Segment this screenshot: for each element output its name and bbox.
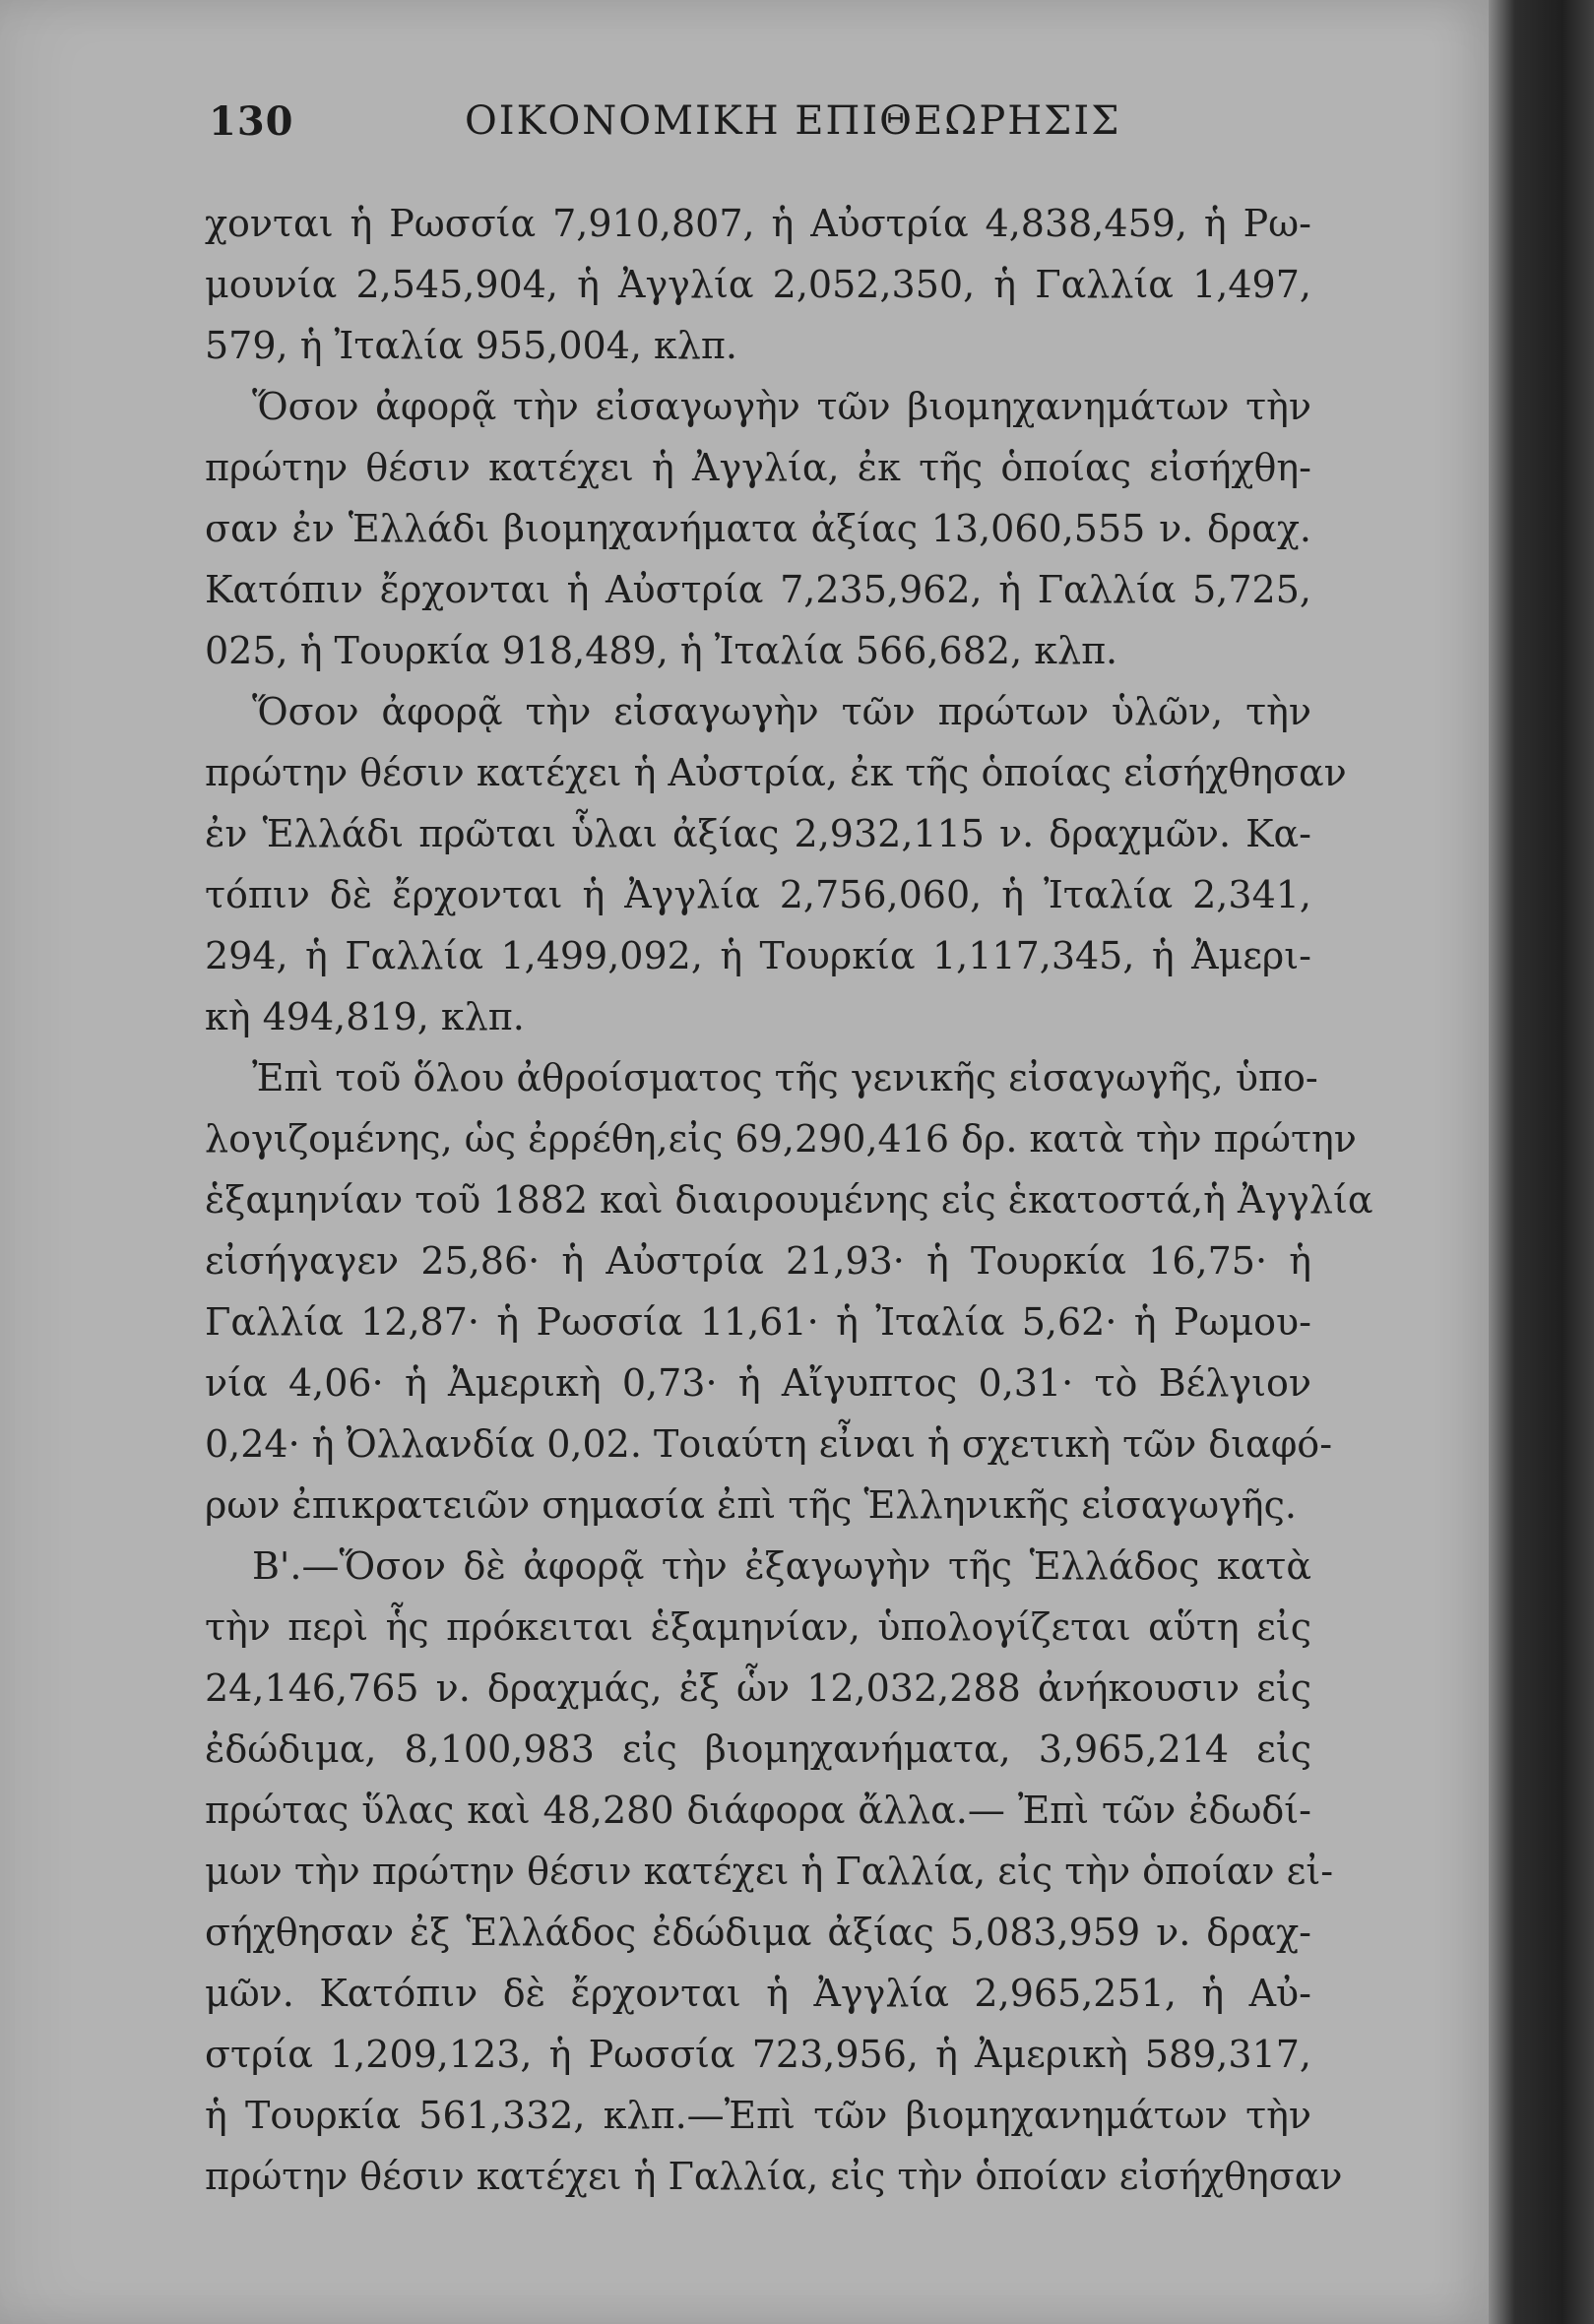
- text-line: κὴ 494,819, κλπ.: [205, 995, 525, 1038]
- text-line: 294, ἡ Γαλλία 1,499,092, ἡ Τουρκία 1,117,345, ἡ Ἀμερι-: [205, 934, 1311, 977]
- text-line: πρώτην θέσιν κατέχει ἡ Γαλλία, εἰς τὴν ὁποίαν εἰσήχθησαν: [205, 2155, 1343, 2198]
- text-line: ἡ Τουρκία 561,332, κλπ.—Ἐπὶ τῶν βιομηχανημάτων τὴν: [205, 2094, 1311, 2137]
- text-line: Ἐπὶ τοῦ ὅλου ἀθροίσματος τῆς γενικῆς εἰσαγωγῆς, ὑπο-: [252, 1056, 1318, 1099]
- text-line: Β'.—Ὅσον δὲ ἀφορᾷ τὴν ἐξαγωγὴν τῆς Ἑλλάδος κατὰ: [252, 1544, 1311, 1588]
- text-line: πρώτην θέσιν κατέχει ἡ Ἀγγλία, ἐκ τῆς ὁποίας εἰσήχθη-: [205, 446, 1311, 489]
- text-line: μουνία 2,545,904, ἡ Ἀγγλία 2,052,350, ἡ Γαλλία 1,497,: [205, 263, 1311, 306]
- text-line: Ὅσον ἀφορᾷ τὴν εἰσαγωγὴν τῶν πρώτων ὑλῶν, τὴν: [252, 690, 1311, 733]
- text-line: Ὅσον ἀφορᾷ τὴν εἰσαγωγὴν τῶν βιομηχανημάτων τὴν: [252, 385, 1311, 428]
- text-line: σήχθησαν ἐξ Ἑλλάδος ἐδώδιμα ἀξίας 5,083,959 ν. δραχ-: [205, 1911, 1311, 1954]
- text-line: 025, ἡ Τουρκία 918,489, ἡ Ἰταλία 566,682, κλπ.: [205, 629, 1118, 672]
- text-line: πρώτην θέσιν κατέχει ἡ Αὐστρία, ἐκ τῆς ὁποίας εἰσήχθησαν: [205, 751, 1347, 794]
- text-line: τόπιν δὲ ἔρχονται ἡ Ἀγγλία 2,756,060, ἡ Ἰταλία 2,341,: [205, 873, 1311, 916]
- text-line: χονται ἡ Ρωσσία 7,910,807, ἡ Αὐστρία 4,838,459, ἡ Ρω-: [205, 202, 1311, 245]
- text-line: 0,24· ἡ Ὀλλανδία 0,02. Τοιαύτη εἶναι ἡ σχετικὴ τῶν διαφό-: [205, 1422, 1333, 1466]
- text-line: ἑξαμηνίαν τοῦ 1882 καὶ διαιρουμένης εἰς ἑκατοστά,ἡ Ἀγγλία: [205, 1178, 1373, 1222]
- text-line: Κατόπιν ἔρχονται ἡ Αὐστρία 7,235,962, ἡ Γαλλία 5,725,: [205, 568, 1311, 611]
- page-header: [209, 98, 1311, 161]
- book-gutter-edge: [1489, 0, 1594, 2324]
- text-line: σαν ἐν Ἑλλάδι βιομηχανήματα ἀξίας 13,060,555 ν. δραχ.: [205, 507, 1311, 550]
- text-line: 24,146,765 ν. δραχμάς, ἐξ ὧν 12,032,288 ἀνήκουσιν εἰς: [205, 1666, 1311, 1710]
- text-line: στρία 1,209,123, ἡ Ρωσσία 723,956, ἡ Ἀμερικὴ 589,317,: [205, 2033, 1311, 2076]
- text-line: 579, ἡ Ἰταλία 955,004, κλπ.: [205, 324, 737, 367]
- text-line: ἐν Ἑλλάδι πρῶται ὗλαι ἀξίας 2,932,115 ν. δραχμῶν. Κα-: [205, 812, 1311, 855]
- text-line: ρων ἐπικρατειῶν σημασία ἐπὶ τῆς Ἑλληνικῆς εἰσαγωγῆς.: [205, 1483, 1297, 1527]
- text-line: εἰσήγαγεν 25,86· ἡ Αὐστρία 21,93· ἡ Τουρκία 16,75· ἡ: [205, 1239, 1311, 1283]
- page-number: 130: [209, 98, 294, 145]
- text-line: τὴν περὶ ἧς πρόκειται ἑξαμηνίαν, ὑπολογίζεται αὕτη εἰς: [205, 1605, 1311, 1649]
- text-line: μῶν. Κατόπιν δὲ ἔρχονται ἡ Ἀγγλία 2,965,251, ἡ Αὐ-: [205, 1972, 1311, 2015]
- text-line: νία 4,06· ἡ Ἀμερικὴ 0,73· ἡ Αἴγυπτος 0,31· τὸ Βέλγιον: [205, 1361, 1311, 1405]
- text-line: πρώτας ὕλας καὶ 48,280 διάφορα ἄλλα.— Ἐπὶ τῶν ἐδωδί-: [205, 1789, 1311, 1832]
- body-text: [205, 193, 1373, 2207]
- running-title: ΟΙΚΟΝΟΜΙΚΗ ΕΠΙΘΕΩΡΗΣΙΣ: [465, 98, 1121, 144]
- text-line: ἐδώδιμα, 8,100,983 εἰς βιομηχανήματα, 3,965,214 εἰς: [205, 1727, 1311, 1771]
- text-line: λογιζομένης, ὡς ἐρρέθη,εἰς 69,290,416 δρ. κατὰ τὴν πρώτην: [205, 1117, 1357, 1161]
- text-line: Γαλλία 12,87· ἡ Ρωσσία 11,61· ἡ Ἰταλία 5,62· ἡ Ρωμου-: [205, 1300, 1311, 1344]
- text-line: μων τὴν πρώτην θέσιν κατέχει ἡ Γαλλία, εἰς τὴν ὁποίαν εἰ-: [205, 1850, 1334, 1893]
